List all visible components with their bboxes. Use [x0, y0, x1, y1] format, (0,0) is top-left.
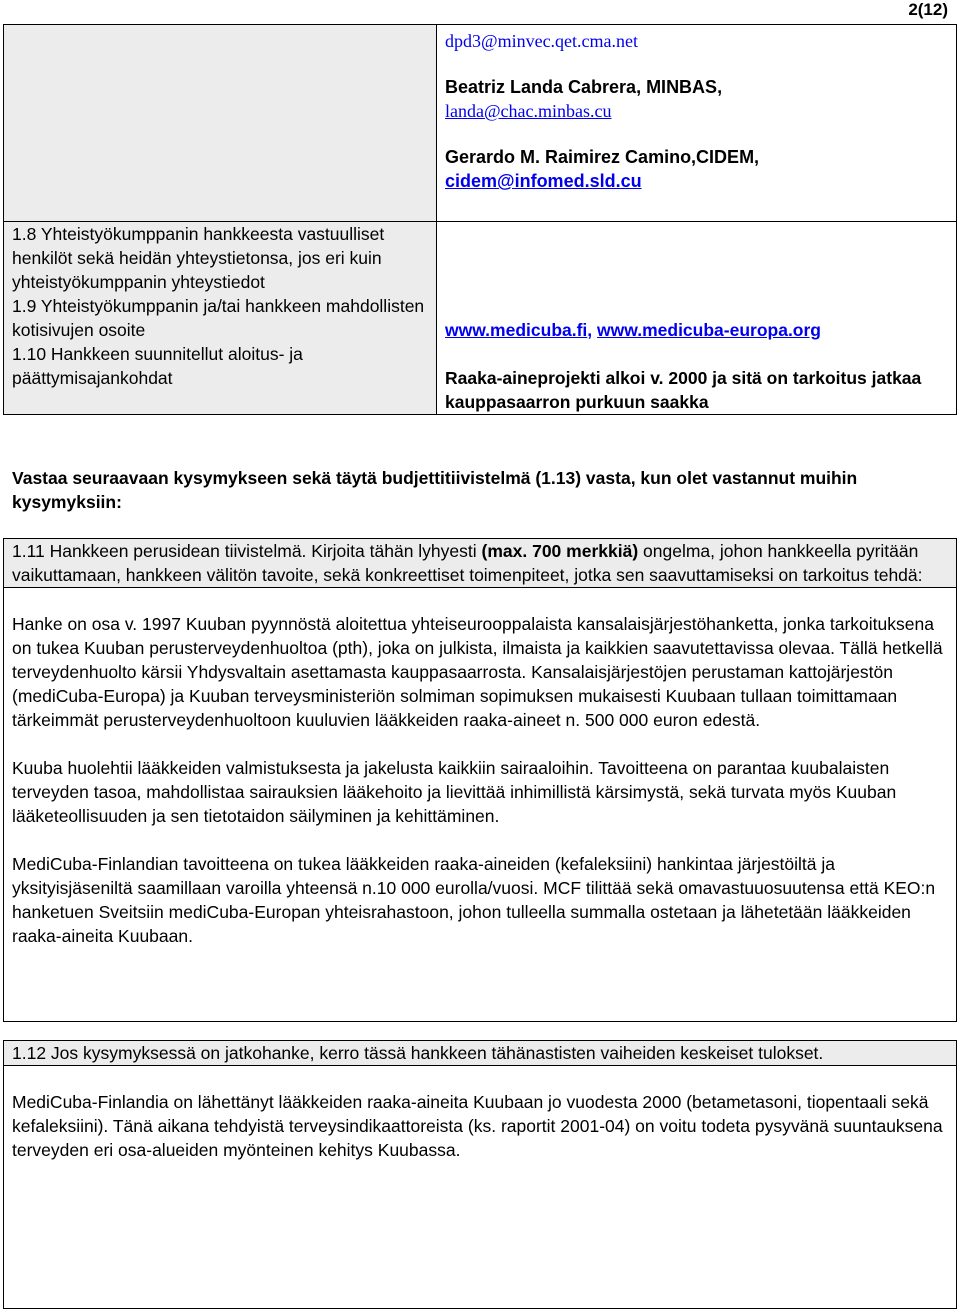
contacts-left-cell [4, 25, 437, 222]
instruction-text: Vastaa seuraavaan kysymykseen sekä täytä budjettitiivistelmä (1.13) vasta, kun olet vastannut muihin kysymyksiin: [12, 468, 858, 512]
email-link-1[interactable]: dpd3@minvec.qet.cma.net [445, 31, 639, 51]
paragraph: Kuuba huolehtii lääkkeiden valmistuksesta ja jakelusta kaikkiin sairaaloihin. Tavoitteena on parantaa kuubalaisten terveyden tasoa, mahdollistaa sairauksien lääkehoito ja lievittää inhimillistä kärsimystä, sekä turvata myös Kuuban lääketeollisuuden ja sen tietotaidon säilyminen ja kehittäminen. [12, 758, 897, 826]
heading-part-c: ongelma, johon hankkeella pyritään vaikuttamaan, hankkeen välitön tavoite, sekä konkreettiset toimenpiteet, jotka sen saavuttamiseksi on tarkoitus tehdä: [12, 541, 923, 585]
field-1-8-label: 1.8 Yhteistyökumppanin hankkeesta vastuulliset henkilöt sekä heidän yhteystietonsa, jos eri kuin yhteistyökumppanin yhteystiedot [12, 224, 385, 292]
section-1-12-body [4, 1066, 956, 1162]
fields-labels-cell [4, 222, 437, 415]
heading-part-a: 1.11 Hankkeen perusidean tiivistelmä. Kirjoita tähän lyhyesti [12, 541, 482, 561]
field-1-9-value [445, 318, 948, 342]
person-2-name: Beatriz Landa Cabrera, MINBAS, [445, 77, 723, 97]
section-1-12 [3, 1040, 957, 1309]
fields-values-cell [437, 222, 957, 415]
link-separator: , [587, 320, 598, 340]
paragraph: MediCuba-Finlandia on lähettänyt lääkkeiden raaka-aineita Kuubaan jo vuodesta 2000 (betametasoni, tiopentaali sekä kefaleksiini). Tänä aikana tehdyistä terveysindikaattoreista (ks. raportit 2001-04) on voitu todeta pysyvänä suuntauksena terveyden eri osa-alueiden myönteinen kehitys Kuubassa. [12, 1092, 943, 1160]
email-link-2[interactable]: landa@chac.minbas.cu [445, 101, 612, 121]
field-1-10-label: 1.10 Hankkeen suunnitellut aloitus- ja päättymisajankohdat [12, 344, 303, 388]
email-link-3[interactable]: cidem@infomed.sld.cu [445, 171, 642, 191]
fields-row [4, 222, 957, 415]
section-1-11-heading [4, 539, 956, 588]
contacts-row [4, 25, 957, 222]
page-number: 2(12) [908, 0, 948, 19]
heading-part-b: (max. 700 merkkiä) [481, 541, 639, 561]
paragraph: MediCuba-Finlandian tavoitteena on tukea lääkkeiden raaka-aineiden (kefaleksiini) hankintaa järjestöiltä ja yksityisjäseniltä saamillaan varoilla yhteensä n.10 000 eurolla/vuosi. MCF tilittää sekä omavastuuosuutensa että KEO:n hanketuen Sveitsiin mediCuba-Europan yhteisrahastoon, johon tulleella summalla ostetaan ja lähetetään lääkkeiden raaka-aineita Kuubaan. [12, 854, 936, 946]
section-1-11 [3, 538, 957, 1022]
person-3-name: Gerardo M. Raimirez Camino,CIDEM, [445, 147, 760, 167]
paragraph: Hanke on osa v. 1997 Kuuban pyynnöstä aloitettua yhteiseurooppalaista kansalaisjärjestöhanketta, jonka tarkoituksena on tukea Kuuban perusterveydenhuoltoa (pth), joka on julkista, ilmaista ja kaikkien saavutettavissa olevaa. Tällä hetkellä terveydenhuolto kärsii Yhdysvaltain asettamasta kauppasaarrosta. Kansalaisjärjestöjen perustaman kattojärjestön (mediCuba-Europa) ja Kuuban terveysministeriön solmiman sopimuksen mukaisesti Kuubaan tullaan toimittamaan tärkeimmät perusterveydenhuoltoon kuuluvien lääkkeiden raaka-aineet n. 500 000 euron edestä. [12, 614, 943, 730]
contacts-cell [437, 25, 957, 222]
section-1-11-body [4, 588, 956, 948]
section-1-12-heading: 1.12 Jos kysymyksessä on jatkohanke, kerro tässä hankkeen tähänastisten vaiheiden keskeiset tulokset. [4, 1041, 956, 1066]
website-link-1[interactable]: www.medicuba.fi [445, 320, 588, 340]
field-1-10-value: Raaka-aineprojekti alkoi v. 2000 ja sitä on tarkoitus jatkaa kauppasaarron purkuun saakka [445, 368, 922, 412]
website-link-2[interactable]: www.medicuba-europa.org [597, 320, 821, 340]
field-1-9-label: 1.9 Yhteistyökumppanin ja/tai hankkeen mahdollisten kotisivujen osoite [12, 296, 425, 340]
contact-table [3, 24, 957, 415]
